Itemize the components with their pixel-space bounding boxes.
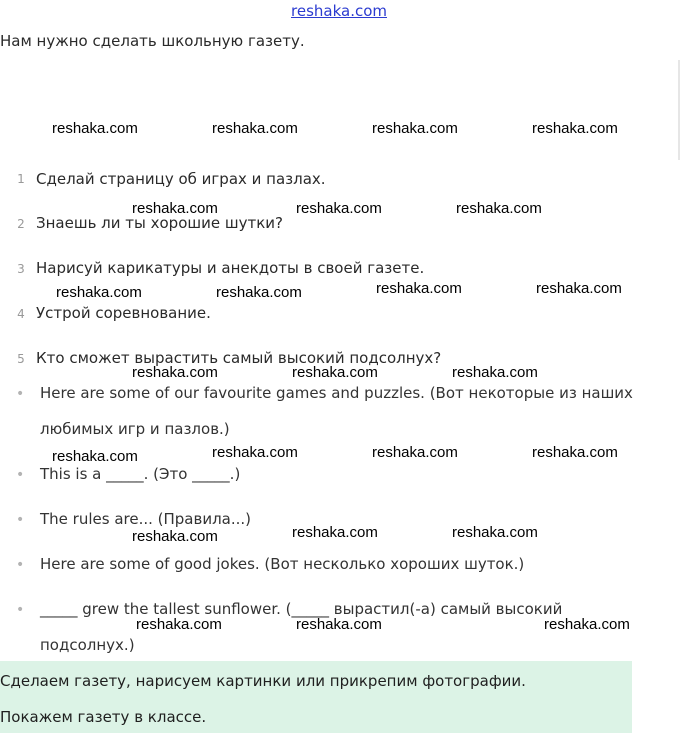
bullet-text: This is a _____. (Это _____.) — [40, 465, 241, 483]
step-number: 5 — [17, 352, 25, 366]
summary-line: Покажем газету в классе. — [0, 708, 207, 726]
bullet-text-continued: подсолнух.) — [40, 636, 135, 654]
bullet-dot: • — [16, 602, 25, 618]
bullet-text: The rules are... (Правила...) — [40, 510, 252, 528]
watermark: reshaka.com — [544, 616, 630, 633]
bullet-text: Here are some of good jokes. (Вот несколько хороших шуток.) — [40, 555, 525, 573]
watermark: reshaka.com — [52, 120, 138, 137]
step-number: 4 — [17, 307, 25, 321]
intro-text: Нам нужно сделать школьную газету. — [0, 32, 305, 50]
watermark: reshaka.com — [532, 120, 618, 137]
watermark: reshaka.com — [376, 280, 462, 297]
watermark: reshaka.com — [372, 444, 458, 461]
bullet-text-continued: любимых игр и пазлов.) — [40, 420, 230, 438]
bullet-dot: • — [16, 386, 25, 402]
summary-line: Сделаем газету, нарисуем картинки или прикрепим фотографии. — [0, 672, 526, 690]
watermark: reshaka.com — [536, 280, 622, 297]
watermark: reshaka.com — [212, 444, 298, 461]
step-text: Кто сможет вырастить самый высокий подсолнух? — [36, 349, 442, 367]
watermark: reshaka.com — [296, 200, 382, 217]
watermark: reshaka.com — [296, 616, 382, 633]
watermark: reshaka.com — [372, 120, 458, 137]
step-number: 3 — [17, 262, 25, 276]
step-number: 1 — [17, 172, 25, 186]
watermark: reshaka.com — [52, 448, 138, 465]
watermark: reshaka.com — [452, 364, 538, 381]
watermark: reshaka.com — [452, 524, 538, 541]
watermark: reshaka.com — [292, 524, 378, 541]
watermark: reshaka.com — [56, 284, 142, 301]
step-text: Сделай страницу об играх и пазлах. — [36, 170, 326, 188]
watermark: reshaka.com — [132, 528, 218, 545]
summary-box — [0, 661, 632, 733]
step-text: Знаешь ли ты хорошие шутки? — [36, 214, 283, 232]
watermark: reshaka.com — [216, 284, 302, 301]
step-text: Нарисуй карикатуры и анекдоты в своей газете. — [36, 259, 425, 277]
watermark: reshaka.com — [212, 120, 298, 137]
watermark: reshaka.com — [532, 444, 618, 461]
step-text: Устрой соревнование. — [36, 304, 211, 322]
watermark: reshaka.com — [132, 200, 218, 217]
watermark: reshaka.com — [292, 364, 378, 381]
site-header-link[interactable]: reshaka.com — [291, 2, 387, 20]
bullet-dot: • — [16, 467, 25, 483]
bullet-text: Here are some of our favourite games and puzzles. (Вот некоторые из наших — [40, 384, 633, 402]
watermark: reshaka.com — [136, 616, 222, 633]
bullet-dot: • — [16, 557, 25, 573]
watermark: reshaka.com — [132, 364, 218, 381]
step-number: 2 — [17, 217, 25, 231]
bullet-dot: • — [16, 512, 25, 528]
watermark: reshaka.com — [456, 200, 542, 217]
bullet-text: _____ grew the tallest sunflower. (_____ вырастил(-а) самый высокий — [40, 600, 563, 618]
